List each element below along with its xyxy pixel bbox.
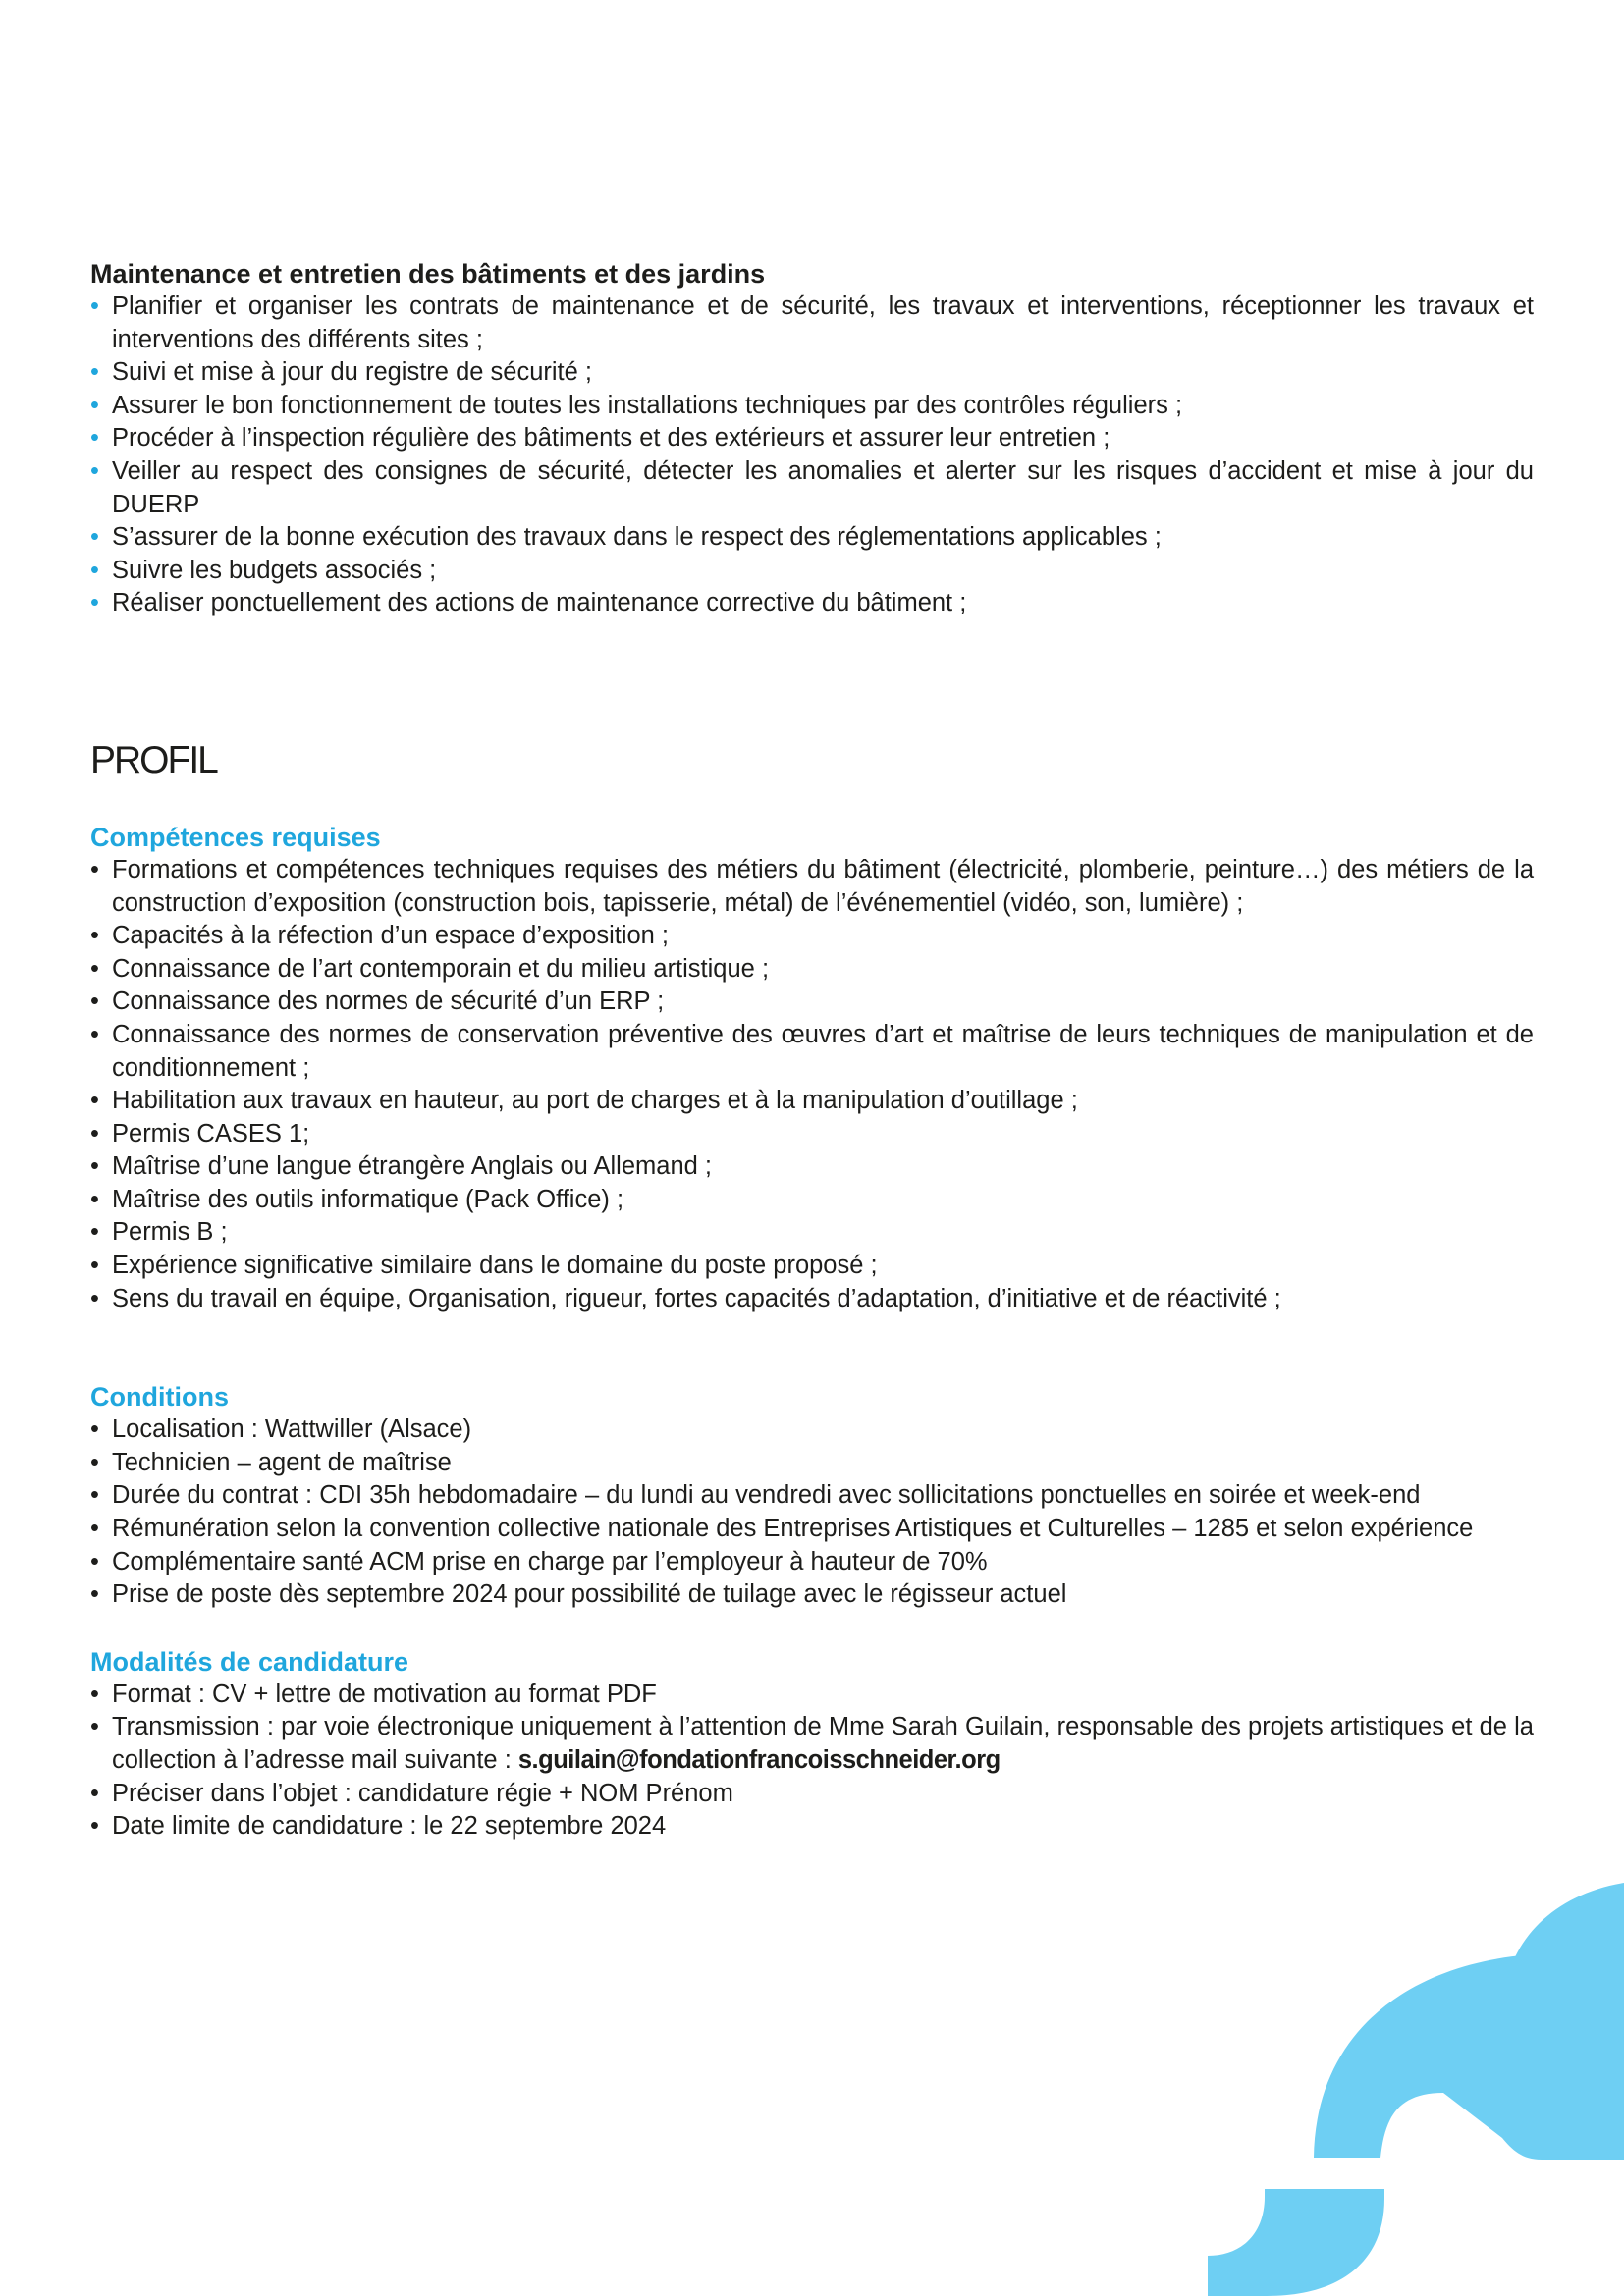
bullet-icon: •	[90, 1185, 99, 1213]
conditions-list	[90, 1414, 1534, 1612]
list-item: • Réaliser ponctuellement des actions de maintenance corrective du bâtiment ;	[90, 587, 1534, 620]
bullet-icon: •	[90, 456, 99, 485]
list-item: • Localisation : Wattwiller (Alsace)	[90, 1414, 1534, 1447]
conditions-heading: Conditions	[90, 1382, 229, 1413]
middle-arc-shape	[1314, 1953, 1624, 2160]
list-item: • Format : CV + lettre de motivation au format PDF	[90, 1679, 1534, 1712]
bullet-icon: •	[90, 988, 99, 1016]
list-item: • S’assurer de la bonne exécution des travaux dans le respect des réglementations applicables ;	[90, 521, 1534, 555]
candidature-list	[90, 1679, 1534, 1843]
list-item: • Connaissance de l’art contemporain et du milieu artistique ;	[90, 953, 1534, 987]
list-item: • Sens du travail en équipe, Organisation, rigueur, fortes capacités d’adaptation, d’initiative et de réactivité ;	[90, 1283, 1534, 1316]
list-item: • Prise de poste dès septembre 2024 pour possibilité de tuilage avec le régisseur actuel	[90, 1578, 1534, 1612]
list-item: • Suivre les budgets associés ;	[90, 555, 1534, 588]
list-item: • Date limite de candidature : le 22 septembre 2024	[90, 1810, 1534, 1843]
list-item: • Formations et compétences techniques requises des métiers du bâtiment (électricité, plomberie, peinture…) des métiers de la construction d’exposition (construction bois, tapisserie, métal) de l’événementiel (vidéo, son, lumière) ;	[90, 855, 1534, 917]
bullet-icon: •	[90, 424, 99, 453]
bullet-icon: •	[90, 293, 99, 320]
list-item: • Transmission : par voie électronique uniquement à l’attention de Mme Sarah Guilain, responsable des projets artistiques et de la collection à l’adresse mail suivante : s.guilain@fondationfrancoisschneider.org	[90, 1713, 1534, 1774]
list-item: • Permis B ;	[90, 1216, 1534, 1250]
list-item: • Planifier et organiser les contrats de maintenance et de sécurité, les travaux et interventions, réceptionner les travaux et interventions des différents sites ;	[90, 293, 1534, 353]
bullet-icon: •	[90, 954, 99, 983]
list-item: • Connaissance des normes de sécurité d’un ERP ;	[90, 986, 1534, 1019]
maintenance-list	[90, 291, 1534, 620]
bullet-icon: •	[90, 1713, 99, 1741]
maintenance-section	[90, 257, 1534, 620]
bullet-icon: •	[90, 523, 99, 552]
maintenance-heading: Maintenance et entretien des bâtiments et des jardins	[90, 259, 766, 289]
bullet-icon: •	[90, 1779, 99, 1807]
bullet-icon: •	[90, 922, 99, 950]
bullet-icon: •	[90, 589, 99, 617]
bullet-icon: •	[90, 391, 99, 419]
bullet-icon: •	[90, 1515, 99, 1543]
bullet-icon: •	[90, 855, 99, 883]
bullet-icon: •	[90, 1087, 99, 1115]
bullet-icon: •	[90, 1680, 99, 1708]
list-item: • Connaissance des normes de conservation préventive des œuvres d’art et maîtrise de leurs techniques de manipulation et de conditionnement ;	[90, 1020, 1534, 1082]
list-item: • Capacités à la réfection d’un espace d’exposition ;	[90, 920, 1534, 953]
bullet-icon: •	[90, 1547, 99, 1575]
bullet-icon: •	[90, 1448, 99, 1476]
list-item: • Expérience significative similaire dans le domaine du poste proposé ;	[90, 1250, 1534, 1283]
candidature-heading: Modalités de candidature	[90, 1646, 409, 1677]
bullet-icon: •	[90, 1415, 99, 1444]
list-item: • Maîtrise des outils informatique (Pack Office) ;	[90, 1184, 1534, 1217]
list-item: • Durée du contrat : CDI 35h hebdomadaire – du lundi au vendredi avec sollicitations ponctuelles en soirée et week-end	[90, 1479, 1534, 1513]
bullet-icon: •	[90, 1284, 99, 1312]
list-item: • Suivi et mise à jour du registre de sécurité ;	[90, 356, 1534, 390]
conditions-section	[90, 1380, 1534, 1612]
list-item: • Assurer le bon fonctionnement de toutes les installations techniques par des contrôles réguliers ;	[90, 390, 1534, 423]
bullet-icon: •	[90, 556, 99, 584]
competences-heading: Compétences requises	[90, 822, 381, 852]
lower-arc-shape	[1208, 2189, 1384, 2296]
contact-email-link[interactable]: s.guilain@fondationfrancoisschneider.org	[517, 1746, 1001, 1774]
decorative-logo-shape	[1208, 1865, 1624, 2296]
list-item: • Maîtrise d’une langue étrangère Anglais ou Allemand ;	[90, 1150, 1534, 1184]
competences-list	[90, 854, 1534, 1315]
candidature-section	[90, 1645, 1534, 1843]
list-item: • Veiller au respect des consignes de sécurité, détecter les anomalies et alerter sur les risques d’accident et mise à jour du DUERP	[90, 456, 1534, 518]
list-item: • Rémunération selon la convention collective nationale des Entreprises Artistiques et Culturelles – 1285 et selon expérience	[90, 1513, 1534, 1546]
bullet-icon: •	[90, 1119, 99, 1148]
bullet-icon: •	[90, 1218, 99, 1247]
document-body	[90, 257, 1534, 1843]
bullet-icon: •	[90, 1020, 99, 1048]
profil-title: PROFIL	[90, 738, 217, 781]
list-item: • Technicien – agent de maîtrise	[90, 1447, 1534, 1480]
bullet-icon: •	[90, 1252, 99, 1280]
list-item: • Procéder à l’inspection régulière des bâtiments et des extérieurs et assurer leur entretien ;	[90, 422, 1534, 455]
competences-section	[90, 821, 1534, 1315]
bullet-icon: •	[90, 1812, 99, 1841]
bullet-icon: •	[90, 1481, 99, 1510]
bullet-icon: •	[90, 1152, 99, 1181]
list-item: • Complémentaire santé ACM prise en charge par l’employeur à hauteur de 70%	[90, 1546, 1534, 1579]
list-item: • Préciser dans l’objet : candidature régie + NOM Prénom	[90, 1778, 1534, 1811]
bullet-icon: •	[90, 1580, 99, 1609]
list-item: • Habilitation aux travaux en hauteur, au port de charges et à la manipulation d’outillage ;	[90, 1085, 1534, 1118]
list-item: • Permis CASES 1;	[90, 1118, 1534, 1151]
bullet-icon: •	[90, 358, 99, 387]
